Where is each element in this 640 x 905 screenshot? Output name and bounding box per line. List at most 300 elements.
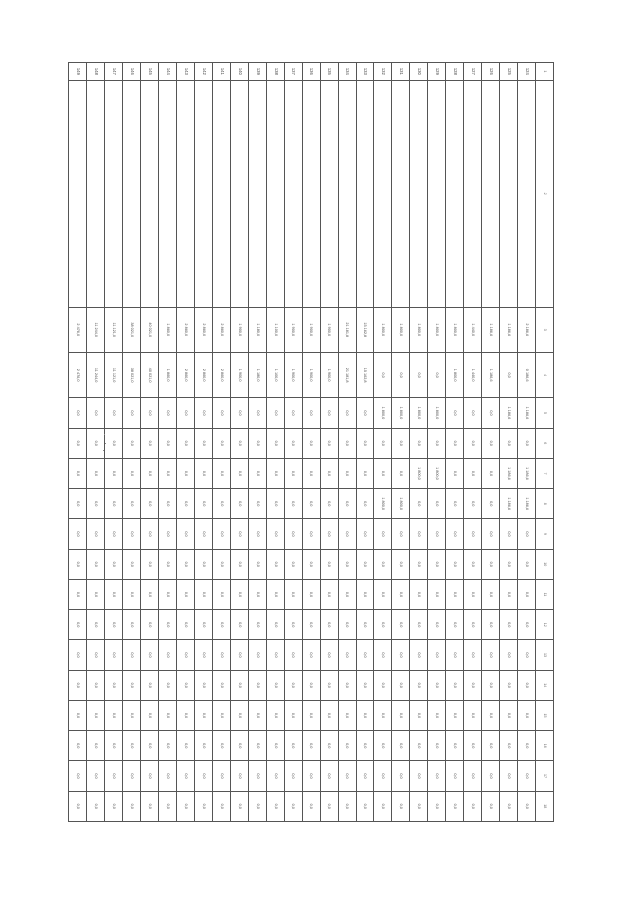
value-cell: 0,0 bbox=[446, 579, 464, 609]
value-cell: 0,0 bbox=[105, 579, 123, 609]
row-number: 142 bbox=[194, 63, 212, 81]
row-number: 149 bbox=[69, 63, 87, 81]
value-cell: 0,0 bbox=[518, 610, 536, 640]
value-cell: 0,0 bbox=[230, 610, 248, 640]
value-cell: 2 860,0 bbox=[212, 307, 230, 352]
table-row bbox=[374, 63, 392, 822]
value-cell: 0,0 bbox=[338, 579, 356, 609]
value-cell: 0,0 bbox=[482, 579, 500, 609]
row-number: 134 bbox=[338, 63, 356, 81]
value-cell: 2 476,0 bbox=[69, 307, 87, 352]
header-cell: 15 bbox=[536, 700, 554, 730]
value-cell: 0,0 bbox=[446, 700, 464, 730]
value-cell: 0,0 bbox=[446, 610, 464, 640]
value-cell: 0,0 bbox=[320, 458, 338, 488]
value-cell: 0,0 bbox=[212, 579, 230, 609]
value-cell: 0,0 bbox=[212, 549, 230, 579]
value-cell: 2 186,6 bbox=[518, 307, 536, 352]
value-cell: 0,0 bbox=[69, 610, 87, 640]
value-cell: 0,0 bbox=[87, 791, 105, 821]
value-cell: 0,0 bbox=[230, 761, 248, 791]
value-cell: 1 186,6 bbox=[518, 458, 536, 488]
value-cell: 0,0 bbox=[87, 700, 105, 730]
value-cell: 0,0 bbox=[212, 761, 230, 791]
value-cell: 1 900,0 bbox=[284, 307, 302, 352]
value-cell: 0,0 bbox=[69, 428, 87, 458]
value-cell: 0,0 bbox=[302, 700, 320, 730]
value-cell: 0,0 bbox=[176, 670, 194, 700]
value-cell: 0,0 bbox=[248, 670, 266, 700]
value-cell: 0,0 bbox=[194, 610, 212, 640]
value-cell: 1 186,6 bbox=[518, 489, 536, 519]
value-cell: 0,0 bbox=[464, 640, 482, 670]
value-cell: 2 860,0 bbox=[176, 307, 194, 352]
value-cell: 0,0 bbox=[141, 700, 159, 730]
value-cell: 0,0 bbox=[230, 489, 248, 519]
scan-speck bbox=[104, 434, 105, 435]
value-cell: 0,0 bbox=[159, 791, 177, 821]
value-cell: 0,0 bbox=[428, 700, 446, 730]
value-cell: 0,0 bbox=[284, 519, 302, 549]
table-row bbox=[482, 63, 500, 822]
value-cell: 1 186,6 bbox=[500, 398, 518, 428]
value-cell: 0,0 bbox=[482, 549, 500, 579]
value-cell: 0,0 bbox=[123, 731, 141, 761]
value-cell: 0,0 bbox=[176, 731, 194, 761]
value-cell: 0,0 bbox=[212, 398, 230, 428]
value-cell: 0,0 bbox=[105, 549, 123, 579]
value-cell: 0,0 bbox=[248, 398, 266, 428]
value-cell: 0,0 bbox=[446, 670, 464, 700]
value-cell: 0,0 bbox=[392, 761, 410, 791]
row-number: 136 bbox=[302, 63, 320, 81]
value-cell: 0,0 bbox=[123, 670, 141, 700]
table-row bbox=[194, 63, 212, 822]
value-cell: 0,0 bbox=[123, 519, 141, 549]
value-cell: 1 800,0 bbox=[392, 489, 410, 519]
header-cell: 4 bbox=[536, 352, 554, 397]
row-number: 135 bbox=[320, 63, 338, 81]
value-cell: 0,0 bbox=[176, 489, 194, 519]
value-cell: 0,0 bbox=[230, 640, 248, 670]
value-cell: 0,0 bbox=[428, 489, 446, 519]
table-row bbox=[392, 63, 410, 822]
value-cell: 0,0 bbox=[248, 640, 266, 670]
value-cell: 0,0 bbox=[320, 579, 338, 609]
value-cell: 1 800,0 bbox=[374, 398, 392, 428]
value-cell: 1 800,0 bbox=[392, 307, 410, 352]
value-cell: 0,0 bbox=[410, 579, 428, 609]
row-description bbox=[284, 80, 302, 307]
scan-speck bbox=[103, 450, 104, 451]
row-description bbox=[518, 80, 536, 307]
value-cell: 0,0 bbox=[464, 519, 482, 549]
value-cell: 0,0 bbox=[320, 640, 338, 670]
value-cell: 1 186,6 bbox=[482, 352, 500, 397]
value-cell: 0,0 bbox=[410, 670, 428, 700]
value-cell: 0,0 bbox=[248, 428, 266, 458]
value-cell: 0,0 bbox=[266, 579, 284, 609]
table-row bbox=[518, 63, 536, 822]
value-cell: 0,0 bbox=[464, 458, 482, 488]
value-cell: 0,0 bbox=[87, 458, 105, 488]
value-cell: 0,0 bbox=[320, 549, 338, 579]
value-cell: 0,0 bbox=[212, 489, 230, 519]
value-cell: 1 900,0 bbox=[302, 307, 320, 352]
value-cell: 0,0 bbox=[141, 791, 159, 821]
value-cell: 11 121,0 bbox=[105, 352, 123, 397]
scanned-page bbox=[68, 62, 554, 822]
value-cell: 0,0 bbox=[159, 610, 177, 640]
value-cell: 0,0 bbox=[518, 640, 536, 670]
header-cell: 2 bbox=[536, 80, 554, 307]
value-cell: 0,0 bbox=[374, 640, 392, 670]
value-cell: 1 800,0 bbox=[428, 398, 446, 428]
value-cell: 0,0 bbox=[356, 791, 374, 821]
value-cell: 0,0 bbox=[446, 761, 464, 791]
value-cell: 15 162,8 bbox=[356, 307, 374, 352]
value-cell: 0,0 bbox=[194, 549, 212, 579]
value-cell: 0,0 bbox=[123, 398, 141, 428]
row-description bbox=[141, 80, 159, 307]
value-cell: 0,0 bbox=[482, 428, 500, 458]
value-cell: 0,0 bbox=[464, 579, 482, 609]
value-cell: 0,0 bbox=[248, 700, 266, 730]
table-row bbox=[464, 63, 482, 822]
value-cell: 0,0 bbox=[302, 791, 320, 821]
value-cell: 0,0 bbox=[320, 700, 338, 730]
value-cell: 0,0 bbox=[338, 610, 356, 640]
value-cell: 0,0 bbox=[230, 579, 248, 609]
row-number: 144 bbox=[159, 63, 177, 81]
value-cell: 0,0 bbox=[141, 549, 159, 579]
value-cell: 0,0 bbox=[302, 489, 320, 519]
value-cell: 0,0 bbox=[194, 731, 212, 761]
value-cell: 1 800,0 bbox=[428, 307, 446, 352]
value-cell: 0,0 bbox=[248, 549, 266, 579]
header-cell: 16 bbox=[536, 731, 554, 761]
value-cell: 0,0 bbox=[194, 791, 212, 821]
value-cell: 0,0 bbox=[159, 579, 177, 609]
value-cell: 0,0 bbox=[518, 428, 536, 458]
value-cell: 0,0 bbox=[194, 428, 212, 458]
value-cell: 0,0 bbox=[230, 519, 248, 549]
value-cell: 0,0 bbox=[464, 489, 482, 519]
value-cell: 38 021,0 bbox=[123, 307, 141, 352]
value-cell: 0,0 bbox=[356, 579, 374, 609]
row-description bbox=[392, 80, 410, 307]
row-description bbox=[374, 80, 392, 307]
row-number: 125 bbox=[500, 63, 518, 81]
value-cell: 1 800,0 bbox=[410, 458, 428, 488]
value-cell: 0,0 bbox=[212, 731, 230, 761]
value-cell: 2 860,0 bbox=[176, 352, 194, 397]
value-cell: 0,0 bbox=[302, 428, 320, 458]
value-cell: 0,0 bbox=[518, 549, 536, 579]
value-cell: 0,0 bbox=[338, 458, 356, 488]
value-cell: 0,0 bbox=[464, 700, 482, 730]
value-cell: 11 244,0 bbox=[87, 307, 105, 352]
value-cell: 0,0 bbox=[212, 610, 230, 640]
header-cell: 7 bbox=[536, 458, 554, 488]
row-number: 132 bbox=[374, 63, 392, 81]
value-cell: 0,0 bbox=[500, 731, 518, 761]
value-cell: 0,0 bbox=[105, 519, 123, 549]
value-cell: 0,0 bbox=[123, 489, 141, 519]
value-cell: 0,0 bbox=[338, 761, 356, 791]
row-number: 145 bbox=[141, 63, 159, 81]
value-cell: 40 021,0 bbox=[141, 352, 159, 397]
value-cell: 0,0 bbox=[338, 489, 356, 519]
value-cell: 0,0 bbox=[374, 352, 392, 397]
value-cell: 0,0 bbox=[482, 761, 500, 791]
value-cell: 0,0 bbox=[105, 610, 123, 640]
value-cell: 0,0 bbox=[105, 761, 123, 791]
value-cell: 0,0 bbox=[500, 670, 518, 700]
value-cell: 0,0 bbox=[141, 610, 159, 640]
header-cell: 11 bbox=[536, 579, 554, 609]
value-cell: 0,0 bbox=[410, 428, 428, 458]
header-cell: 14 bbox=[536, 670, 554, 700]
table-row bbox=[123, 63, 141, 822]
value-cell: 0,0 bbox=[464, 610, 482, 640]
value-cell: 0,0 bbox=[482, 640, 500, 670]
value-cell: 0,0 bbox=[194, 579, 212, 609]
value-cell: 0,0 bbox=[159, 458, 177, 488]
value-cell: 0,0 bbox=[69, 489, 87, 519]
value-cell: 0,0 bbox=[518, 731, 536, 761]
value-cell: 0,0 bbox=[356, 428, 374, 458]
row-number: 130 bbox=[410, 63, 428, 81]
row-description bbox=[248, 80, 266, 307]
value-cell: 0,0 bbox=[428, 761, 446, 791]
value-cell: 0,0 bbox=[230, 428, 248, 458]
row-number: 126 bbox=[482, 63, 500, 81]
value-cell: 0,0 bbox=[248, 610, 266, 640]
value-cell: 0,0 bbox=[159, 549, 177, 579]
value-cell: 40 021,0 bbox=[141, 307, 159, 352]
row-number: 133 bbox=[356, 63, 374, 81]
value-cell: 0,0 bbox=[266, 458, 284, 488]
value-cell: 0,0 bbox=[464, 670, 482, 700]
value-cell: 0,0 bbox=[338, 549, 356, 579]
value-cell: 0,0 bbox=[141, 458, 159, 488]
value-cell: 0,0 bbox=[518, 700, 536, 730]
value-cell: 0,0 bbox=[69, 700, 87, 730]
value-cell: 0,0 bbox=[176, 640, 194, 670]
value-cell: 0,0 bbox=[356, 489, 374, 519]
value-cell: 21 181,8 bbox=[338, 307, 356, 352]
row-number: 138 bbox=[266, 63, 284, 81]
value-cell: 0,0 bbox=[320, 670, 338, 700]
row-description bbox=[87, 80, 105, 307]
value-cell: 0,0 bbox=[284, 579, 302, 609]
row-description bbox=[464, 80, 482, 307]
value-cell: 0,0 bbox=[500, 519, 518, 549]
value-cell: 1 800,0 bbox=[374, 307, 392, 352]
table-row bbox=[176, 63, 194, 822]
value-cell: 0,0 bbox=[320, 428, 338, 458]
header-cell: 5 bbox=[536, 398, 554, 428]
value-cell: 0,0 bbox=[176, 398, 194, 428]
value-cell: 0,0 bbox=[302, 398, 320, 428]
value-cell: 0,0 bbox=[105, 640, 123, 670]
value-cell: 0,0 bbox=[123, 549, 141, 579]
header-cell: 3 bbox=[536, 307, 554, 352]
value-cell: 0,0 bbox=[446, 398, 464, 428]
value-cell: 0,0 bbox=[410, 700, 428, 730]
value-cell: 0,0 bbox=[482, 791, 500, 821]
value-cell: 0,0 bbox=[284, 428, 302, 458]
value-cell: 0,0 bbox=[428, 352, 446, 397]
scan-speck bbox=[105, 443, 106, 444]
row-description bbox=[69, 80, 87, 307]
row-number: 143 bbox=[176, 63, 194, 81]
row-number: 140 bbox=[230, 63, 248, 81]
value-cell: 0,0 bbox=[482, 700, 500, 730]
value-cell: 1 440,0 bbox=[464, 352, 482, 397]
value-cell: 0,0 bbox=[212, 640, 230, 670]
table-row bbox=[428, 63, 446, 822]
value-cell: 0,0 bbox=[446, 489, 464, 519]
table-row bbox=[500, 63, 518, 822]
row-number: 124 bbox=[518, 63, 536, 81]
value-cell: 0,0 bbox=[392, 670, 410, 700]
header-cell: 18 bbox=[536, 791, 554, 821]
value-cell: 0,0 bbox=[374, 700, 392, 730]
value-cell: 0,0 bbox=[428, 640, 446, 670]
value-cell: 0,0 bbox=[410, 549, 428, 579]
value-cell: 0,0 bbox=[428, 579, 446, 609]
value-cell: 0,0 bbox=[141, 731, 159, 761]
value-cell: 0,0 bbox=[266, 519, 284, 549]
value-cell: 0,0 bbox=[338, 700, 356, 730]
value-cell: 1 186,6 bbox=[518, 398, 536, 428]
value-cell: 0,0 bbox=[105, 428, 123, 458]
value-cell: 0,0 bbox=[302, 761, 320, 791]
value-cell: 0,0 bbox=[230, 549, 248, 579]
value-cell: 0,0 bbox=[392, 458, 410, 488]
row-number: 139 bbox=[248, 63, 266, 81]
value-cell: 0,0 bbox=[392, 640, 410, 670]
row-number: 148 bbox=[87, 63, 105, 81]
value-cell: 0,0 bbox=[194, 519, 212, 549]
value-cell: 0,0 bbox=[141, 519, 159, 549]
value-cell: 0,0 bbox=[69, 640, 87, 670]
value-cell: 0,0 bbox=[482, 670, 500, 700]
value-cell: 0,0 bbox=[410, 352, 428, 397]
rotated-content bbox=[68, 62, 554, 822]
value-cell: 0,0 bbox=[284, 791, 302, 821]
value-cell: 0,0 bbox=[302, 640, 320, 670]
value-cell: 0,0 bbox=[284, 700, 302, 730]
value-cell: 0,0 bbox=[87, 670, 105, 700]
value-cell: 0,0 bbox=[320, 519, 338, 549]
value-cell: 0,0 bbox=[374, 519, 392, 549]
row-number: 147 bbox=[105, 63, 123, 81]
table-row bbox=[284, 63, 302, 822]
value-cell: 0,0 bbox=[428, 791, 446, 821]
row-description bbox=[428, 80, 446, 307]
value-cell: 0,0 bbox=[230, 458, 248, 488]
value-cell: 0,0 bbox=[338, 640, 356, 670]
value-cell: 1 900,0 bbox=[230, 307, 248, 352]
value-cell: 0,0 bbox=[410, 640, 428, 670]
value-cell: 0,0 bbox=[482, 519, 500, 549]
value-cell: 0,0 bbox=[338, 398, 356, 428]
value-cell: 0,0 bbox=[176, 579, 194, 609]
value-cell: 0,0 bbox=[230, 670, 248, 700]
header-cell: 12 bbox=[536, 610, 554, 640]
value-cell: 0,0 bbox=[518, 579, 536, 609]
table-row bbox=[320, 63, 338, 822]
value-cell: 0,0 bbox=[446, 791, 464, 821]
value-cell: 0,0 bbox=[464, 761, 482, 791]
value-cell: 0,0 bbox=[338, 670, 356, 700]
value-cell: 0,0 bbox=[212, 700, 230, 730]
value-cell: 0,0 bbox=[141, 761, 159, 791]
value-cell: 0,0 bbox=[123, 579, 141, 609]
value-cell: 0,0 bbox=[284, 761, 302, 791]
value-cell: 0,0 bbox=[374, 731, 392, 761]
value-cell: 0,0 bbox=[284, 640, 302, 670]
table-row bbox=[446, 63, 464, 822]
value-cell: 0,0 bbox=[392, 549, 410, 579]
row-description bbox=[482, 80, 500, 307]
value-cell: 1 186,6 bbox=[500, 458, 518, 488]
row-description bbox=[212, 80, 230, 307]
value-cell: 0,0 bbox=[320, 489, 338, 519]
value-cell: 0,0 bbox=[356, 640, 374, 670]
value-cell: 0,0 bbox=[248, 579, 266, 609]
table-row bbox=[266, 63, 284, 822]
value-cell: 0,0 bbox=[230, 398, 248, 428]
value-cell: 0,0 bbox=[500, 791, 518, 821]
value-cell: 0,0 bbox=[159, 731, 177, 761]
value-cell: 0,0 bbox=[266, 398, 284, 428]
value-cell: 0,0 bbox=[284, 458, 302, 488]
value-cell: 0,0 bbox=[374, 610, 392, 640]
value-cell: 0,0 bbox=[266, 610, 284, 640]
value-cell: 0,0 bbox=[87, 398, 105, 428]
value-cell: 1 186,6 bbox=[482, 307, 500, 352]
table-row bbox=[69, 63, 87, 822]
row-description bbox=[446, 80, 464, 307]
value-cell: 1 186,6 bbox=[500, 307, 518, 352]
value-cell: 0,0 bbox=[105, 489, 123, 519]
value-cell: 0,0 bbox=[338, 519, 356, 549]
header-row bbox=[536, 63, 554, 822]
value-cell: 0,0 bbox=[105, 670, 123, 700]
value-cell: 0,0 bbox=[159, 398, 177, 428]
value-cell: 0,0 bbox=[338, 428, 356, 458]
row-number: 128 bbox=[446, 63, 464, 81]
value-cell: 1 800,0 bbox=[446, 307, 464, 352]
value-cell: 1 800,0 bbox=[446, 352, 464, 397]
table-row bbox=[230, 63, 248, 822]
value-cell: 0,0 bbox=[302, 670, 320, 700]
value-cell: 0,0 bbox=[356, 398, 374, 428]
value-cell: 0,0 bbox=[194, 640, 212, 670]
value-cell: 1 800,0 bbox=[410, 398, 428, 428]
row-description bbox=[356, 80, 374, 307]
value-cell: 0,0 bbox=[105, 731, 123, 761]
value-cell: 0,0 bbox=[266, 549, 284, 579]
value-cell: 0,0 bbox=[302, 549, 320, 579]
value-cell: 0,0 bbox=[176, 549, 194, 579]
value-cell: 0,0 bbox=[230, 791, 248, 821]
value-cell: 0,0 bbox=[159, 519, 177, 549]
